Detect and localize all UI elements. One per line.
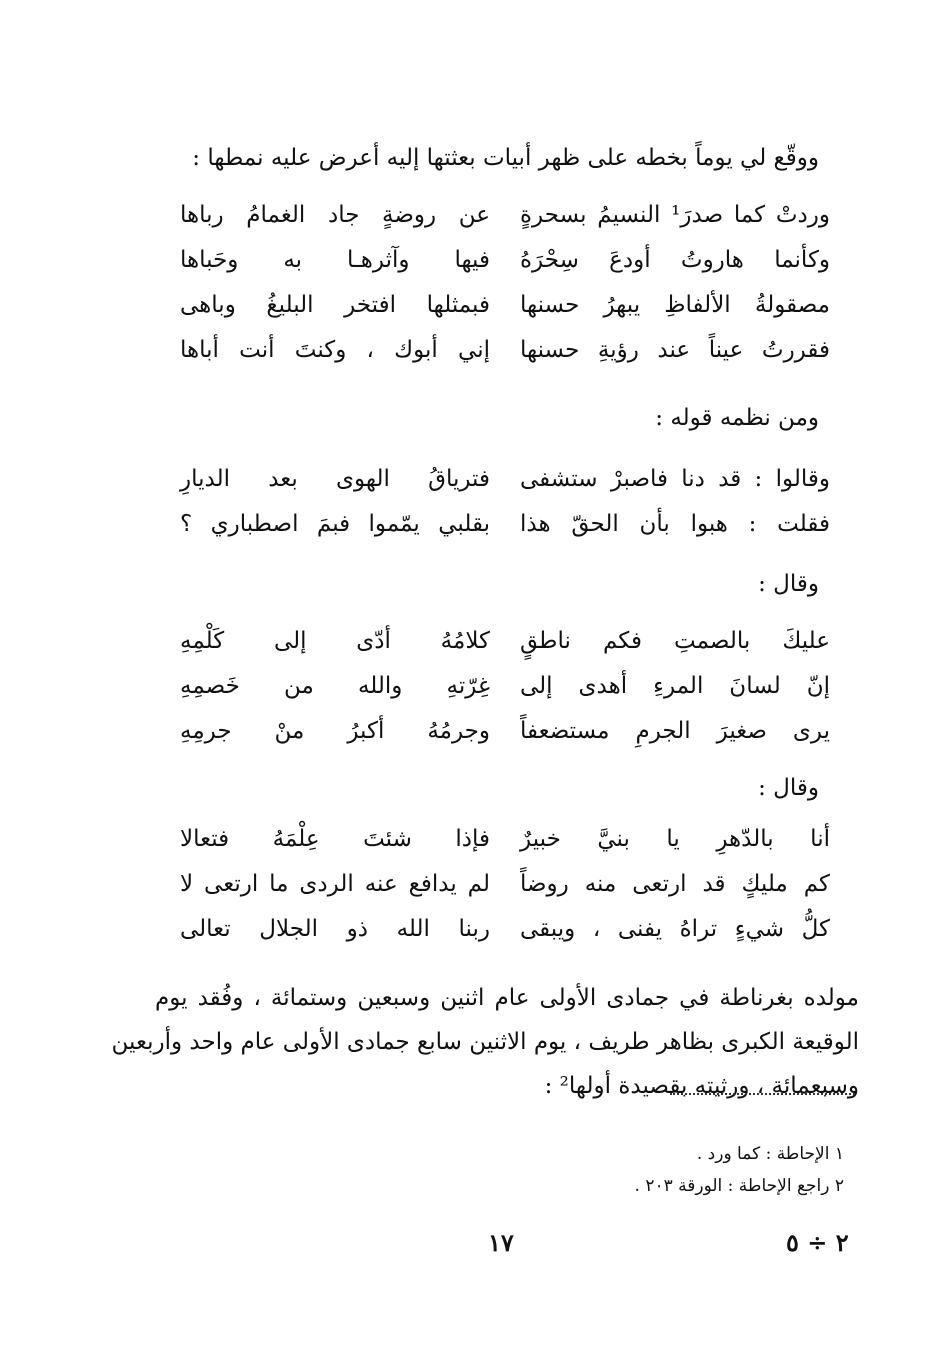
poem-2 — [180, 456, 830, 546]
second-hemistich: لم يدافع عنه الردى ما ارتعى لا — [180, 870, 490, 897]
verse — [180, 861, 830, 906]
second-hemistich: فإذا شئتَ عِلْمَهُ فتعالا — [180, 825, 490, 852]
verse — [180, 327, 830, 372]
verse — [180, 192, 830, 237]
first-hemistich: كم مليكٍ قد ارتعى منه روضاً — [520, 870, 830, 897]
first-hemistich: فقلت : هبوا بأن الحقّ هذا — [520, 510, 830, 537]
verse — [180, 282, 830, 327]
section-heading: ومن نظمه قوله : — [655, 405, 819, 431]
first-hemistich: وقالوا : قد دنا فاصبرْ ستشفى — [520, 465, 830, 492]
paragraph-line: مولده بغرناطة في جمادى الأولى عام اثنين وسبعين وستمائة ، وفُقد يوم — [155, 985, 859, 1011]
second-hemistich: غِرّتهِ والله من خَصمِهِ — [180, 672, 490, 699]
section-heading: وقال : — [758, 775, 819, 801]
first-hemistich: فقررتُ عيناً عند رؤيةِ حسنها — [520, 336, 830, 363]
footnote-divider — [670, 1093, 855, 1095]
footnotes — [635, 1138, 844, 1202]
verse — [180, 456, 830, 501]
verse — [180, 501, 830, 546]
verse — [180, 708, 830, 753]
second-hemistich: فترياقُ الهوى بعد الديارِ — [180, 465, 490, 492]
verse — [180, 663, 830, 708]
footnote: ٢ راجع الإحاطة : الورقة ٢٠٣ . — [634, 1176, 844, 1196]
first-hemistich: إنّ لسانَ المرءِ أهدى إلى — [520, 672, 830, 699]
footnote: ١ الإحاطة : كما ورد . — [696, 1144, 844, 1164]
second-hemistich: وجرمُهُ أكبرُ منْ جرمِهِ — [180, 717, 490, 744]
poem-4 — [180, 816, 830, 951]
verse — [180, 618, 830, 663]
biography-paragraph — [111, 976, 859, 1108]
second-hemistich: إني أبوك ، وكنتَ أنت أباها — [180, 336, 490, 363]
printer-signature: ٢ ÷ ٥ — [786, 1228, 849, 1257]
first-hemistich: وكأنما هاروتُ أودعَ سِحْرَهُ — [520, 246, 830, 273]
verse — [180, 237, 830, 282]
first-hemistich: وردتْ كما صدرَ¹ النسيمُ بسحرةٍ — [520, 201, 830, 228]
verse — [180, 816, 830, 861]
second-hemistich: كلامُهُ أدّى إلى كَلْمِهِ — [180, 627, 490, 654]
second-hemistich: بقلبي يمّموا فبمَ اصطباري ؟ — [180, 510, 490, 537]
first-hemistich: عليكَ بالصمتِ فكم ناطقٍ — [520, 627, 830, 654]
poem-3 — [180, 618, 830, 753]
verse — [180, 906, 830, 951]
first-hemistich: يرى صغيرَ الجرمِ مستضعفاً — [520, 717, 830, 744]
poem-1 — [180, 192, 830, 372]
first-hemistich: كلُّ شيءٍ تراهُ يفنى ، ويبقى — [520, 915, 830, 942]
second-hemistich: ربنا الله ذو الجلال تعالى — [180, 915, 490, 942]
paragraph-line: الوقيعة الكبرى بظاهر طريف ، يوم الاثنين سابع جمادى الأولى عام واحد وأربعين — [111, 1029, 859, 1055]
section-heading: وقال : — [758, 571, 819, 597]
intro-paragraph: ووقّع لي يوماً بخطه على ظهر أبيات بعثتها إليه أعرض عليه نمطها : — [192, 145, 819, 171]
second-hemistich: فبمثلها افتخر البليغُ وباهى — [180, 291, 490, 318]
paragraph-line: وسبعمائة ، ورثيته بقصيدة أولها² : — [544, 1073, 859, 1099]
first-hemistich: مصقولةُ الألفاظِ يبهرُ حسنها — [520, 291, 830, 318]
first-hemistich: أنا بالدّهرِ يا بنيَّ خبيرٌ — [520, 825, 830, 852]
page-number: ١٧ — [488, 1228, 514, 1257]
second-hemistich: عن روضةٍ جاد الغمامُ رباها — [180, 201, 490, 228]
second-hemistich: فيها وآثرهـا به وحَباها — [180, 246, 490, 273]
